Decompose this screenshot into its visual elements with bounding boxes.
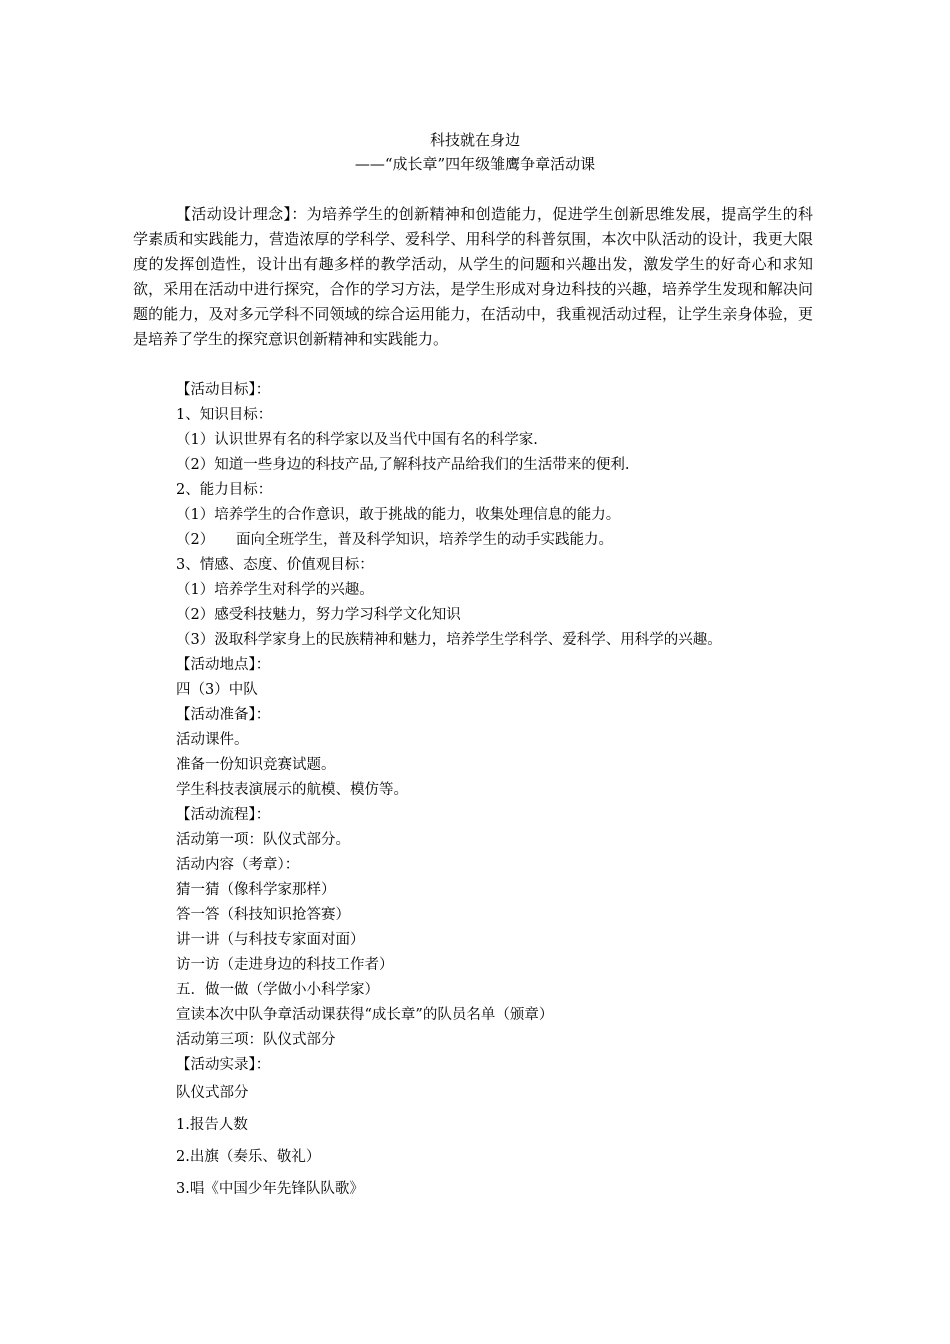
record-line: 3.唱《中国少年先锋队队歌》 bbox=[176, 1181, 364, 1197]
outline-line: 五．做一做（学做小小科学家） bbox=[176, 982, 379, 998]
outline-line: 3、情感、态度、价值观目标： bbox=[176, 557, 374, 573]
outline-line: 学生科技表演展示的航模、模仿等。 bbox=[176, 782, 408, 798]
outline-line: 猜一猜（像科学家那样） bbox=[176, 882, 336, 898]
outline-line: 宣读本次中队争章活动课获得“成长章”的队员名单（颁章） bbox=[176, 1007, 554, 1023]
outline-line: 1、知识目标： bbox=[176, 407, 273, 423]
outline-line: （2） 面向全班学生，普及科学知识，培养学生的动手实践能力。 bbox=[176, 532, 613, 548]
outline-line: （1）培养学生的合作意识，敢于挑战的能力，收集处理信息的能力。 bbox=[176, 507, 621, 523]
outline-line: 【活动准备】： bbox=[176, 707, 271, 723]
outline-line: （2）知道一些身边的科技产品,了解科技产品给我们的生活带来的便利. bbox=[176, 457, 630, 473]
outline-line: 活动第一项：队仪式部分。 bbox=[176, 832, 350, 848]
activity-record bbox=[176, 1077, 816, 1205]
outline-line: 答一答（科技知识抢答赛） bbox=[176, 907, 350, 923]
outline-line: 活动内容（考章）： bbox=[176, 857, 300, 873]
outline-line: 访一访（走进身边的科技工作者） bbox=[176, 957, 394, 973]
outline-line: 讲一讲（与科技专家面对面） bbox=[176, 932, 365, 948]
outline-line: 准备一份知识竞赛试题。 bbox=[176, 757, 336, 773]
outline-line: （1）培养学生对科学的兴趣。 bbox=[176, 582, 374, 598]
outline-line: （1）认识世界有名的科学家以及当代中国有名的科学家. bbox=[176, 432, 538, 448]
activity-outline bbox=[176, 378, 816, 1078]
outline-line: 【活动流程】： bbox=[176, 807, 271, 823]
outline-line: 【活动实录】： bbox=[176, 1057, 271, 1073]
outline-line: 2、能力目标： bbox=[176, 482, 273, 498]
outline-line: 四（3）中队 bbox=[176, 682, 258, 698]
outline-line: 【活动目标】： bbox=[176, 382, 271, 398]
outline-line: 活动课件。 bbox=[176, 732, 249, 748]
record-line: 2.出旗（奏乐、敬礼） bbox=[176, 1149, 321, 1165]
design-concept-paragraph: 【活动设计理念】：为培养学生的创新精神和创造能力，促进学生创新思维发展，提高学生的科学素质和实践能力，营造浓厚的学科学、爱科学、用科学的科普氛围，本次中队活动的设计，我更大限度的发挥创造性，设计出有趣多样的教学活动，从学生的问题和兴趣出发，激发学生的好奇心和求知欲，采用在活动中进行探究，合作的学习方法，是学生形成对身边科技的兴趣，培养学生发现和解决问题的能力，及对多元学科不同领域的综合运用能力，在活动中，我重视活动过程，让学生亲身体验，更是培养了学生的探究意识创新精神和实践能力。 bbox=[133, 205, 813, 348]
outline-line: 活动第三项：队仪式部分 bbox=[176, 1032, 336, 1048]
record-line: 队仪式部分 bbox=[176, 1085, 249, 1101]
record-line: 1.报告人数 bbox=[176, 1117, 248, 1133]
outline-line: 【活动地点】： bbox=[176, 657, 271, 673]
document-title: 科技就在身边 bbox=[429, 131, 520, 149]
document-subtitle: ——“成长章”四年级雏鹰争章活动课 bbox=[354, 155, 596, 173]
outline-line: （2）感受科技魅力，努力学习科学文化知识 bbox=[176, 607, 461, 623]
outline-line: （3）汲取科学家身上的民族精神和魅力，培养学生学科学、爱科学、用科学的兴趣。 bbox=[176, 632, 722, 648]
